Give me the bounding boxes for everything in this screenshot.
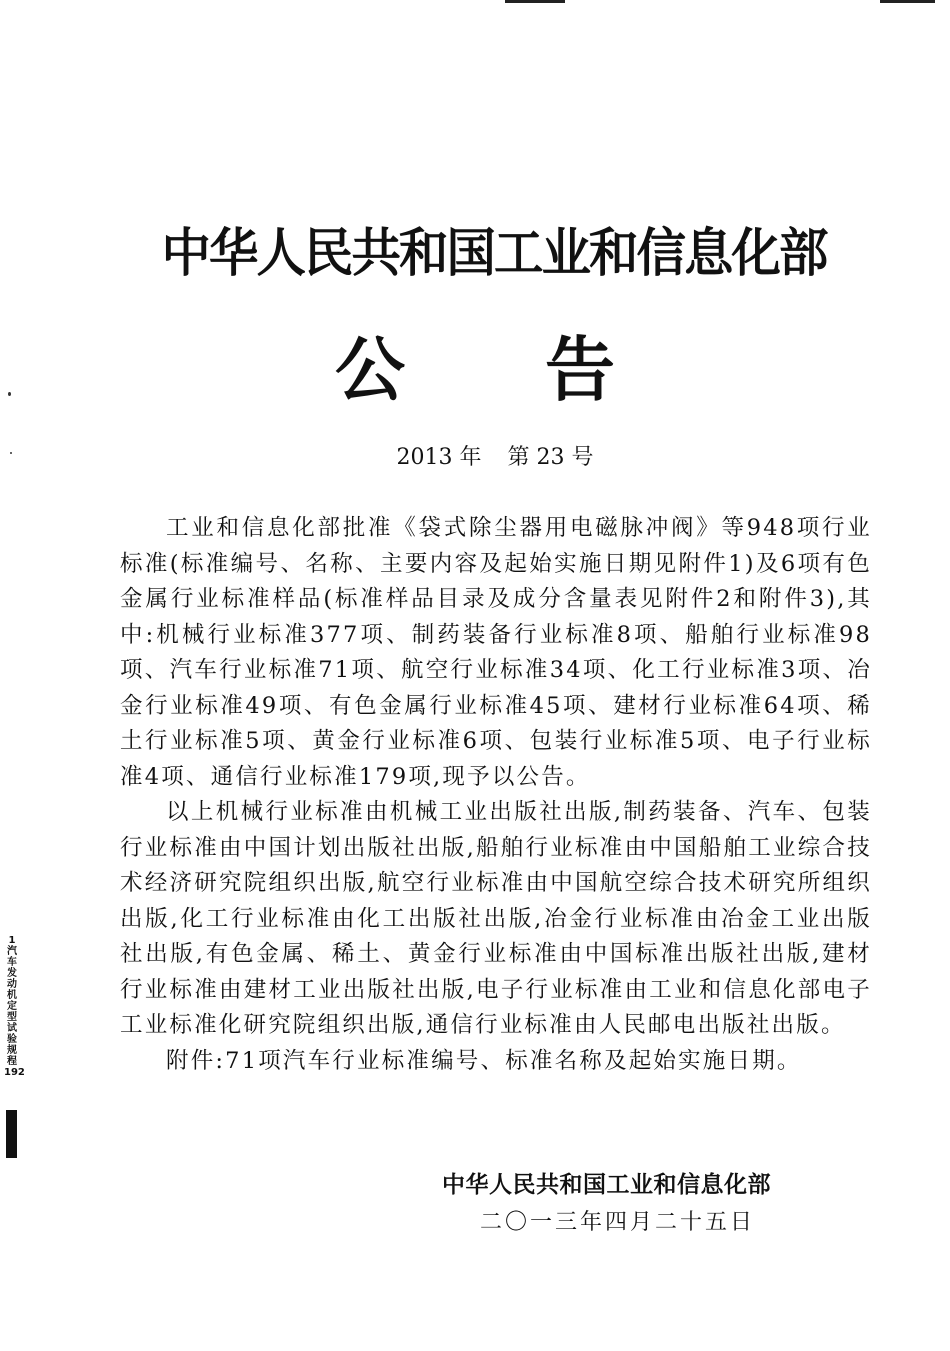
announcement-char: 公 <box>335 329 405 411</box>
body-paragraph: 以上机械行业标准由机械工业出版社出版,制药装备、汽车、包装行业标准由中国计划出版社出版,船舶行业标准由中国船舶工业综合技术经济研究院组织出版,航空行业标准由中国航空综合技术研究所组织出版,化工行业标准由化工出版社出版,冶金行业标准由冶金工业出版社出版,有色金属、稀土、黄金行业标准由中国标准出版社出版,建材行业标准由建材工业出版社出版,电子行业标准由工业和信息化部电子工业标准化研究院组织出版,通信行业标准由人民邮电出版社出版。 <box>120 799 872 1038</box>
issue-number-line <box>0 443 950 473</box>
announcement-char: 告 <box>545 329 615 411</box>
issue-date: 二〇一三年四月二十五日 <box>480 1210 756 1235</box>
issue-year: 2013 年 <box>396 445 482 470</box>
attachment-note: 附件:71项汽车行业标准编号、标准名称及起始实施日期。 <box>166 1047 802 1074</box>
announcement-body <box>120 511 872 1079</box>
issue-number: 第 23 号 <box>507 445 594 470</box>
body-paragraph: 工业和信息化部批准《袋式除尘器用电磁脉冲阀》等948项行业标准(标准编号、名称、主要内容及起始实施日期见附件1)及6项有色金属行业标准样品(标准样品目录及成分含量表见附件2和附件3),其中:机械行业标准377项、制药装备行业标准8项、船舶行业标准98项、汽车行业标准71项、航空行业标准34项、化工行业标准3项、冶金行业标准49项、有色金属行业标准45项、建材行业标准64项、稀土行业标准5项、黄金行业标准6项、包装行业标准5项、电子行业标准4项、通信行业标准179项,现予以公告。 <box>120 515 872 790</box>
top-border-rule <box>880 0 935 3</box>
book-spine-label: 1汽车发动机定型试验规程192 <box>4 935 25 1078</box>
spine-marker-bar <box>6 1110 17 1158</box>
issuer-signature: 中华人民共和国工业和信息化部 <box>442 1172 771 1198</box>
top-border-rule <box>505 0 565 3</box>
announcement-heading <box>0 330 950 410</box>
ministry-title: 中华人民共和国工业和信息化部 <box>161 224 827 284</box>
